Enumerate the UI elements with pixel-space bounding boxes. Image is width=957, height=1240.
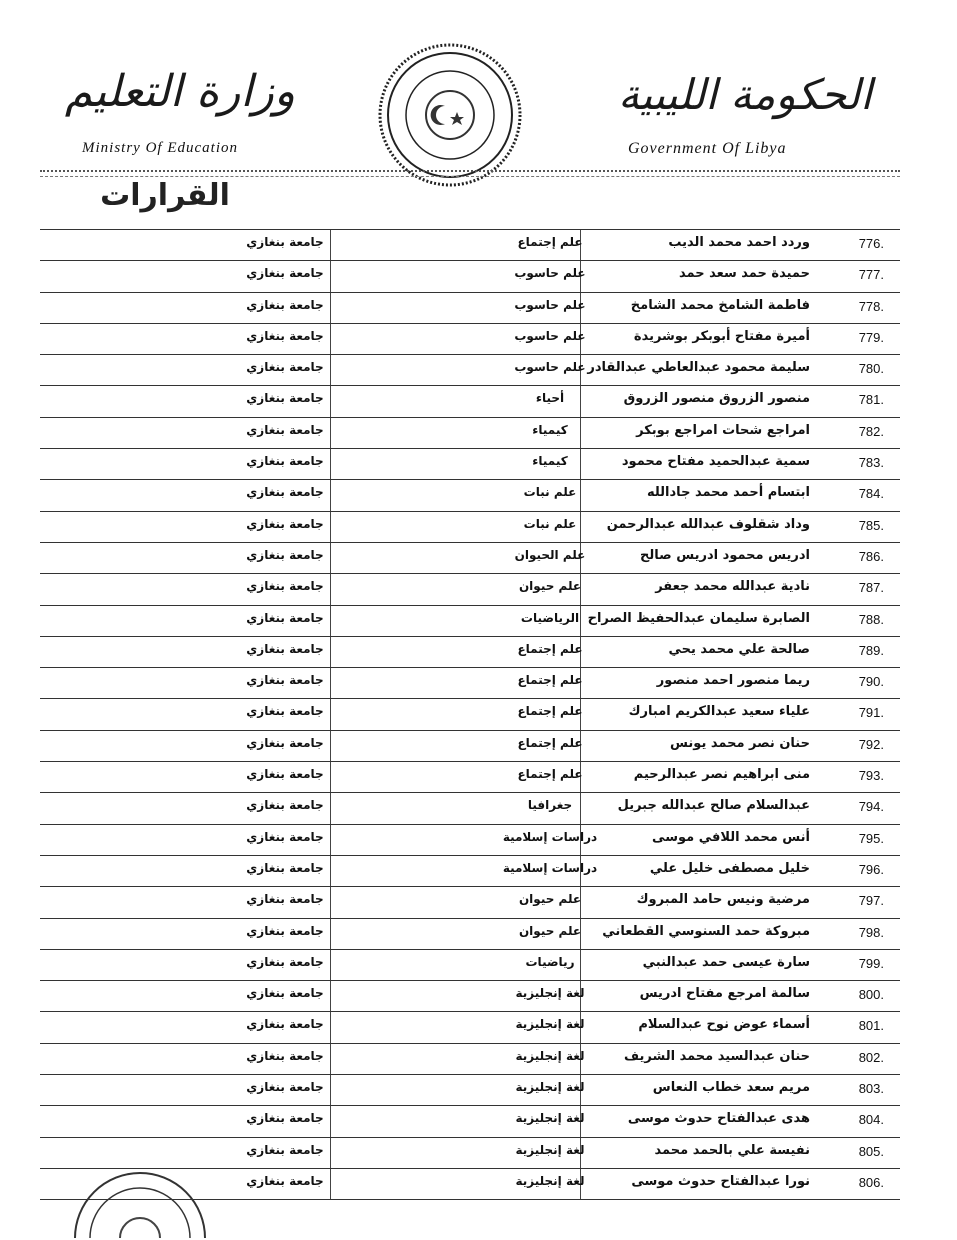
row-number: 784. xyxy=(858,486,884,502)
person-name: مريم سعد خطاب النعاس xyxy=(652,1080,810,1096)
specialization: علم الحيوان xyxy=(514,547,586,562)
university: جامعة بنغازي xyxy=(246,297,324,312)
specialization: علم إجتماع xyxy=(517,641,583,656)
row-number: 803. xyxy=(858,1081,884,1097)
row-number: 778. xyxy=(858,298,884,314)
specialization: علم نبات xyxy=(523,516,577,531)
university: جامعة بنغازي xyxy=(246,1173,324,1188)
university: جامعة بنغازي xyxy=(246,610,324,625)
person-name: سمية عبدالحميد مفتاح محمود xyxy=(621,454,810,470)
specialization: لغة إنجليزية xyxy=(515,1111,585,1126)
university: جامعة بنغازي xyxy=(246,798,324,813)
decisions-heading: القرارات xyxy=(100,178,230,213)
person-name: سارة عيسى حمد عبدالنبي xyxy=(642,954,810,970)
row-number: 782. xyxy=(858,423,884,439)
nominees-table xyxy=(40,229,900,1200)
row-number: 794. xyxy=(858,799,884,815)
university: جامعة بنغازي xyxy=(246,641,324,656)
table-row xyxy=(40,980,900,1011)
person-name: أنس محمد اللافي موسى xyxy=(652,829,810,845)
university: جامعة بنغازي xyxy=(246,454,324,469)
university: جامعة بنغازي xyxy=(246,954,324,969)
person-name: نورا عبدالفتاح حدوث موسى xyxy=(631,1173,810,1189)
table-row xyxy=(40,542,900,573)
row-number: 789. xyxy=(858,642,884,658)
person-name: هدى عبدالفتاح حدوث موسى xyxy=(627,1111,810,1127)
person-name: خليل مصطفى خليل علي xyxy=(649,860,810,876)
row-number: 800. xyxy=(858,987,884,1003)
table-row xyxy=(40,573,900,604)
row-number: 780. xyxy=(858,361,884,377)
table-row xyxy=(40,479,900,510)
table-row xyxy=(40,260,900,291)
table-row xyxy=(40,511,900,542)
table-row xyxy=(40,824,900,855)
specialization: دراسات إسلامية xyxy=(502,860,598,875)
university: جامعة بنغازي xyxy=(246,1111,324,1126)
person-name: فاطمة الشامخ محمد الشامخ xyxy=(630,297,810,313)
row-number: 787. xyxy=(858,580,884,596)
specialization: لغة إنجليزية xyxy=(515,1017,585,1032)
table-row xyxy=(40,698,900,729)
row-number: 793. xyxy=(858,768,884,784)
specialization: لغة إنجليزية xyxy=(515,1048,585,1063)
table-row xyxy=(40,761,900,792)
person-name: حنان نصر محمد يونس xyxy=(670,735,810,751)
table-row xyxy=(40,1074,900,1105)
table-row xyxy=(40,605,900,636)
footer-stamp-icon xyxy=(65,1160,215,1240)
row-number: 779. xyxy=(858,329,884,345)
specialization: علم إجتماع xyxy=(517,767,583,782)
row-number: 785. xyxy=(858,517,884,533)
university: جامعة بنغازي xyxy=(246,485,324,500)
row-number: 791. xyxy=(858,705,884,721)
row-number: 790. xyxy=(858,674,884,690)
table-row xyxy=(40,292,900,323)
specialization: كيمياء xyxy=(532,422,568,437)
table-row xyxy=(40,448,900,479)
person-name: الصابرة سليمان عبدالحفيظ الصراح xyxy=(587,610,810,626)
table-row xyxy=(40,636,900,667)
person-name: حميدة حمد سعد حمد xyxy=(679,266,810,282)
table-row xyxy=(40,354,900,385)
specialization: علم حيوان xyxy=(518,892,582,907)
table-row xyxy=(40,792,900,823)
row-number: 776. xyxy=(858,236,884,251)
table-row xyxy=(40,1043,900,1074)
specialization: علم إجتماع xyxy=(517,235,583,249)
university: جامعة بنغازي xyxy=(246,829,324,844)
table-row xyxy=(40,949,900,980)
university: جامعة بنغازي xyxy=(246,1080,324,1095)
row-number: 804. xyxy=(858,1112,884,1128)
person-name: وداد شقلوف عبدالله عبدالرحمن xyxy=(606,516,810,532)
specialization: علم حاسوب xyxy=(514,328,586,343)
person-name: نفيسة علي بالحمد محمد xyxy=(654,1142,810,1158)
specialization: لغة إنجليزية xyxy=(515,1142,585,1157)
row-number: 796. xyxy=(858,861,884,877)
university: جامعة بنغازي xyxy=(246,516,324,531)
row-number: 786. xyxy=(858,548,884,564)
specialization: لغة إنجليزية xyxy=(515,1173,585,1188)
specialization: لغة إنجليزية xyxy=(515,1080,585,1095)
specialization: أحياء xyxy=(535,391,565,406)
person-name: ادريس محمود ادريس صالح xyxy=(640,547,810,563)
table-row xyxy=(40,855,900,886)
row-number: 801. xyxy=(858,1018,884,1034)
specialization: علم حيوان xyxy=(518,579,582,594)
table-row xyxy=(40,229,900,260)
person-name: سليمة محمود عبدالعاطي عبدالقادر xyxy=(587,360,810,376)
university: جامعة بنغازي xyxy=(246,328,324,343)
person-name: وردد احمد محمد الديب xyxy=(668,235,810,250)
university: جامعة بنغازي xyxy=(246,1017,324,1032)
row-number: 802. xyxy=(858,1049,884,1065)
table-row xyxy=(40,323,900,354)
university: جامعة بنغازي xyxy=(246,266,324,281)
specialization: دراسات إسلامية xyxy=(502,829,598,844)
specialization: الرياضيات xyxy=(520,610,580,625)
row-number: 806. xyxy=(858,1174,884,1190)
university: جامعة بنغازي xyxy=(246,673,324,688)
university: جامعة بنغازي xyxy=(246,860,324,875)
university: جامعة بنغازي xyxy=(246,391,324,406)
table-row xyxy=(40,886,900,917)
header-divider xyxy=(40,170,900,177)
specialization: كيمياء xyxy=(532,454,568,469)
specialization: علم حاسوب xyxy=(514,266,586,281)
table-row xyxy=(40,417,900,448)
specialization: علم إجتماع xyxy=(517,673,583,688)
row-number: 799. xyxy=(858,955,884,971)
table-row xyxy=(40,385,900,416)
government-seal-icon xyxy=(375,40,525,190)
table-row xyxy=(40,667,900,698)
specialization: علم حاسوب xyxy=(514,360,586,375)
specialization: علم إجتماع xyxy=(517,704,583,719)
specialization: رياضيات xyxy=(525,954,575,969)
person-name: أميرة مفتاح أبوبكر بوشريدة xyxy=(633,328,810,344)
table-row xyxy=(40,730,900,761)
row-number: 795. xyxy=(858,830,884,846)
row-number: 788. xyxy=(858,611,884,627)
person-name: مبروكة حمد السنوسي القطعاني xyxy=(602,923,810,939)
table-row xyxy=(40,1105,900,1136)
row-number: 777. xyxy=(858,267,884,283)
person-name: علياء سعيد عبدالكريم امبارك xyxy=(628,704,810,720)
university: جامعة بنغازي xyxy=(246,986,324,1001)
person-name: سالمة امرجع مفتاح ادريس xyxy=(639,986,810,1002)
letterhead xyxy=(0,0,957,230)
university: جامعة بنغازي xyxy=(246,235,324,249)
row-number: 783. xyxy=(858,455,884,471)
university: جامعة بنغازي xyxy=(246,704,324,719)
university: جامعة بنغازي xyxy=(246,579,324,594)
university: جامعة بنغازي xyxy=(246,1142,324,1157)
university: جامعة بنغازي xyxy=(246,923,324,938)
row-number: 797. xyxy=(858,893,884,909)
government-arabic-title: الحكومة الليبية xyxy=(618,70,872,119)
row-number: 798. xyxy=(858,924,884,940)
specialization: علم حاسوب xyxy=(514,297,586,312)
specialization: علم حيوان xyxy=(518,923,582,938)
ministry-english-title: Ministry Of Education xyxy=(82,140,238,156)
university: جامعة بنغازي xyxy=(246,892,324,907)
table-row xyxy=(40,1011,900,1042)
row-number: 805. xyxy=(858,1143,884,1159)
table-row xyxy=(40,918,900,949)
university: جامعة بنغازي xyxy=(246,1048,324,1063)
person-name: عبدالسلام صالح عبدالله جبريل xyxy=(617,798,810,814)
row-number: 792. xyxy=(858,736,884,752)
person-name: أسماء عوض نوح عبدالسلام xyxy=(638,1017,810,1033)
university: جامعة بنغازي xyxy=(246,767,324,782)
person-name: نادية عبدالله محمد جعفر xyxy=(655,579,810,595)
person-name: صالحة علي محمد يحي xyxy=(668,641,810,657)
specialization: جغرافيا xyxy=(527,798,573,813)
person-name: منى ابراهيم نصر عبدالرحيم xyxy=(633,767,810,783)
person-name: ريما منصور احمد منصور xyxy=(656,673,810,689)
specialization: علم نبات xyxy=(523,485,577,500)
government-english-title: Government Of Libya xyxy=(628,140,787,157)
row-number: 781. xyxy=(858,392,884,408)
person-name: امراجع شحات امراجع بوبكر xyxy=(636,422,810,438)
person-name: حنان عبدالسيد محمد الشريف xyxy=(624,1048,810,1064)
ministry-arabic-title: وزارة التعليم xyxy=(64,66,296,117)
university: جامعة بنغازي xyxy=(246,735,324,750)
university: جامعة بنغازي xyxy=(246,547,324,562)
specialization: لغة إنجليزية xyxy=(515,986,585,1001)
person-name: مرضية ونيس حامد المبروك xyxy=(636,892,810,908)
specialization: علم إجتماع xyxy=(517,735,583,750)
university: جامعة بنغازي xyxy=(246,360,324,375)
university: جامعة بنغازي xyxy=(246,422,324,437)
person-name: منصور الزروق منصور الزروق xyxy=(623,391,810,407)
person-name: ابتسام أحمد محمد جادالله xyxy=(646,485,810,501)
